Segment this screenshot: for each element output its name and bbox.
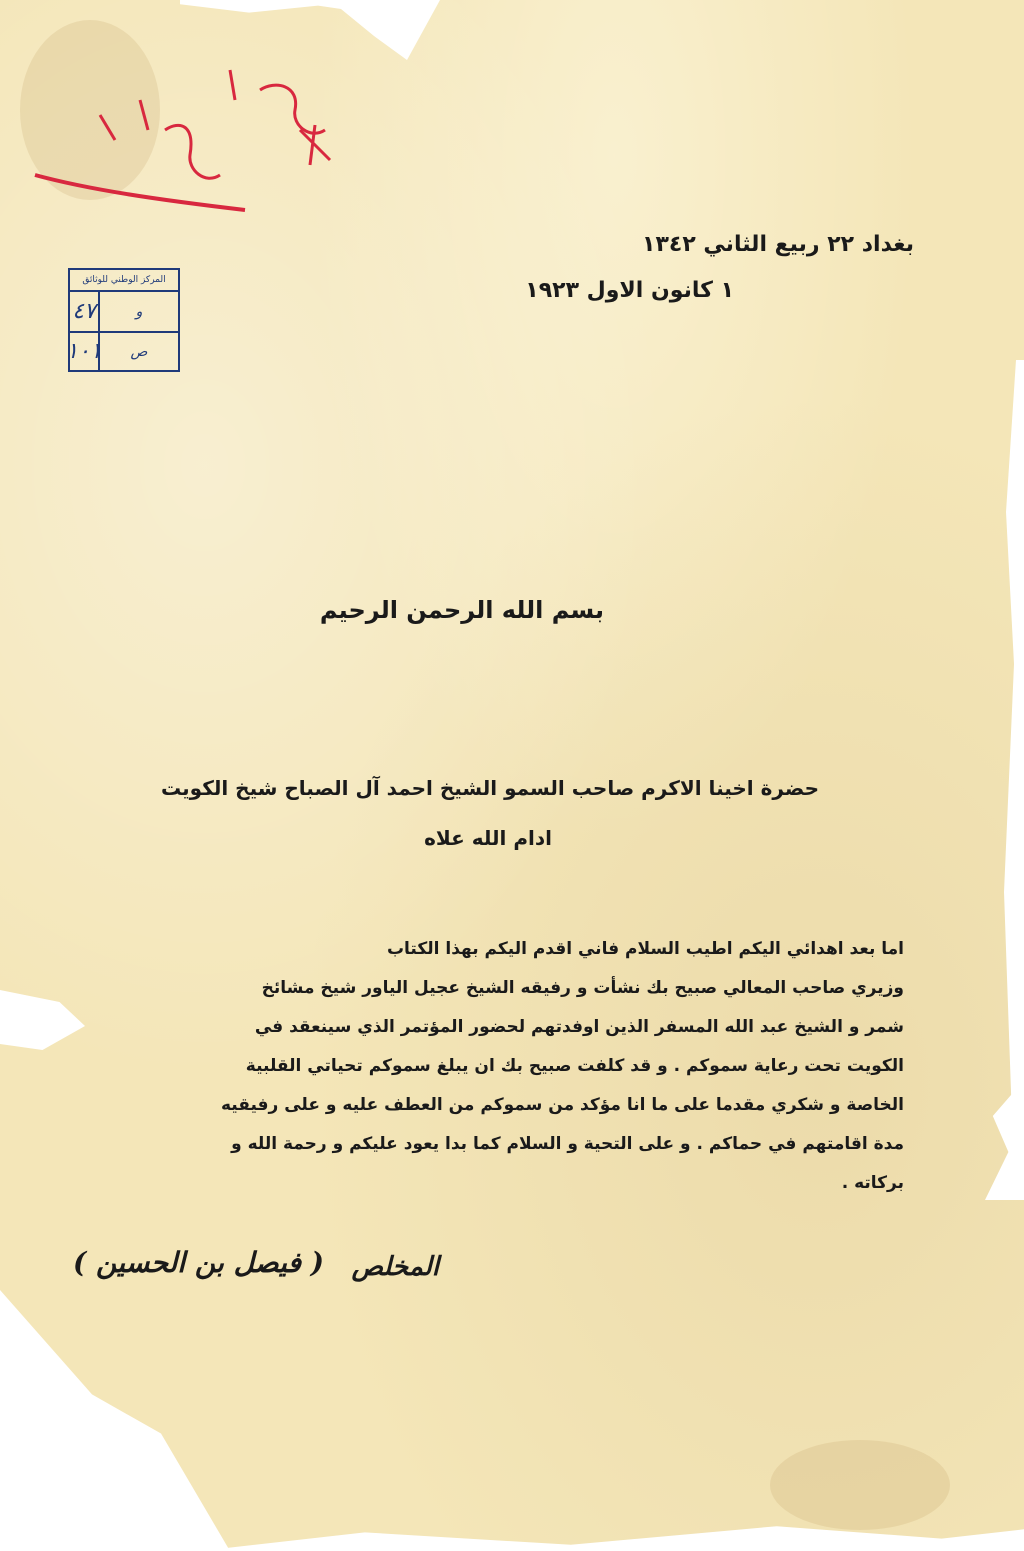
stamp-label-bottom: ص: [98, 331, 178, 370]
stamp-label-top: و: [98, 292, 178, 331]
letter-body: [114, 930, 904, 1203]
body-line: مدة اقامتهم في حماكم . و على التحية و السلام كما بدا يعود عليكم و رحمة الله و: [231, 1134, 904, 1154]
date-gregorian: ١ كانون الاول ١٩٢٣: [525, 278, 734, 303]
body-line: الخاصة و شكري مقدما على ما انا مؤكد من سموكم من العطف عليه و على رفيقيه: [220, 1095, 904, 1115]
red-annotation-drawing: [30, 60, 350, 230]
signature: ( فيصل بن الحسين ): [72, 1246, 324, 1279]
stamp-value-top: ٤٧: [72, 299, 96, 324]
body-line: شمر و الشيخ عبد الله المسفر الذين اوفدتهم لحضور المؤتمر الذي سينعقد في: [254, 1017, 904, 1037]
paper-stain: [770, 1440, 950, 1530]
body-line: بركاته .: [841, 1173, 904, 1193]
stamp-value-bottom: ١٠١: [70, 331, 98, 370]
date-hijri: بغداد ٢٢ ربيع الثاني ١٣٤٢: [642, 232, 914, 257]
closing-word: المخلص: [351, 1252, 439, 1282]
addressee-blessing: ادام الله علاه: [424, 826, 552, 850]
basmala: بسم الله الرحمن الرحيم: [319, 596, 604, 624]
addressee-line: حضرة اخينا الاكرم صاحب السمو الشيخ احمد آل الصباح شيخ الكويت: [160, 776, 819, 800]
body-line: الكويت تحت رعاية سموكم . و قد كلفت صبيح بك ان يبلغ سموكم تحياتي القلبية: [245, 1056, 904, 1076]
stamp-header: المركز الوطني للوثائق: [70, 270, 178, 292]
body-line: اما بعد اهدائي اليكم اطيب السلام فاني اقدم اليكم بهذا الكتاب: [386, 939, 904, 959]
body-line: وزيري صاحب المعالي صبيح بك نشأت و رفيقه الشيخ عجيل الياور شيخ مشائخ: [261, 978, 904, 998]
red-handwritten-annotation: [30, 60, 350, 234]
archive-stamp: [68, 268, 180, 372]
